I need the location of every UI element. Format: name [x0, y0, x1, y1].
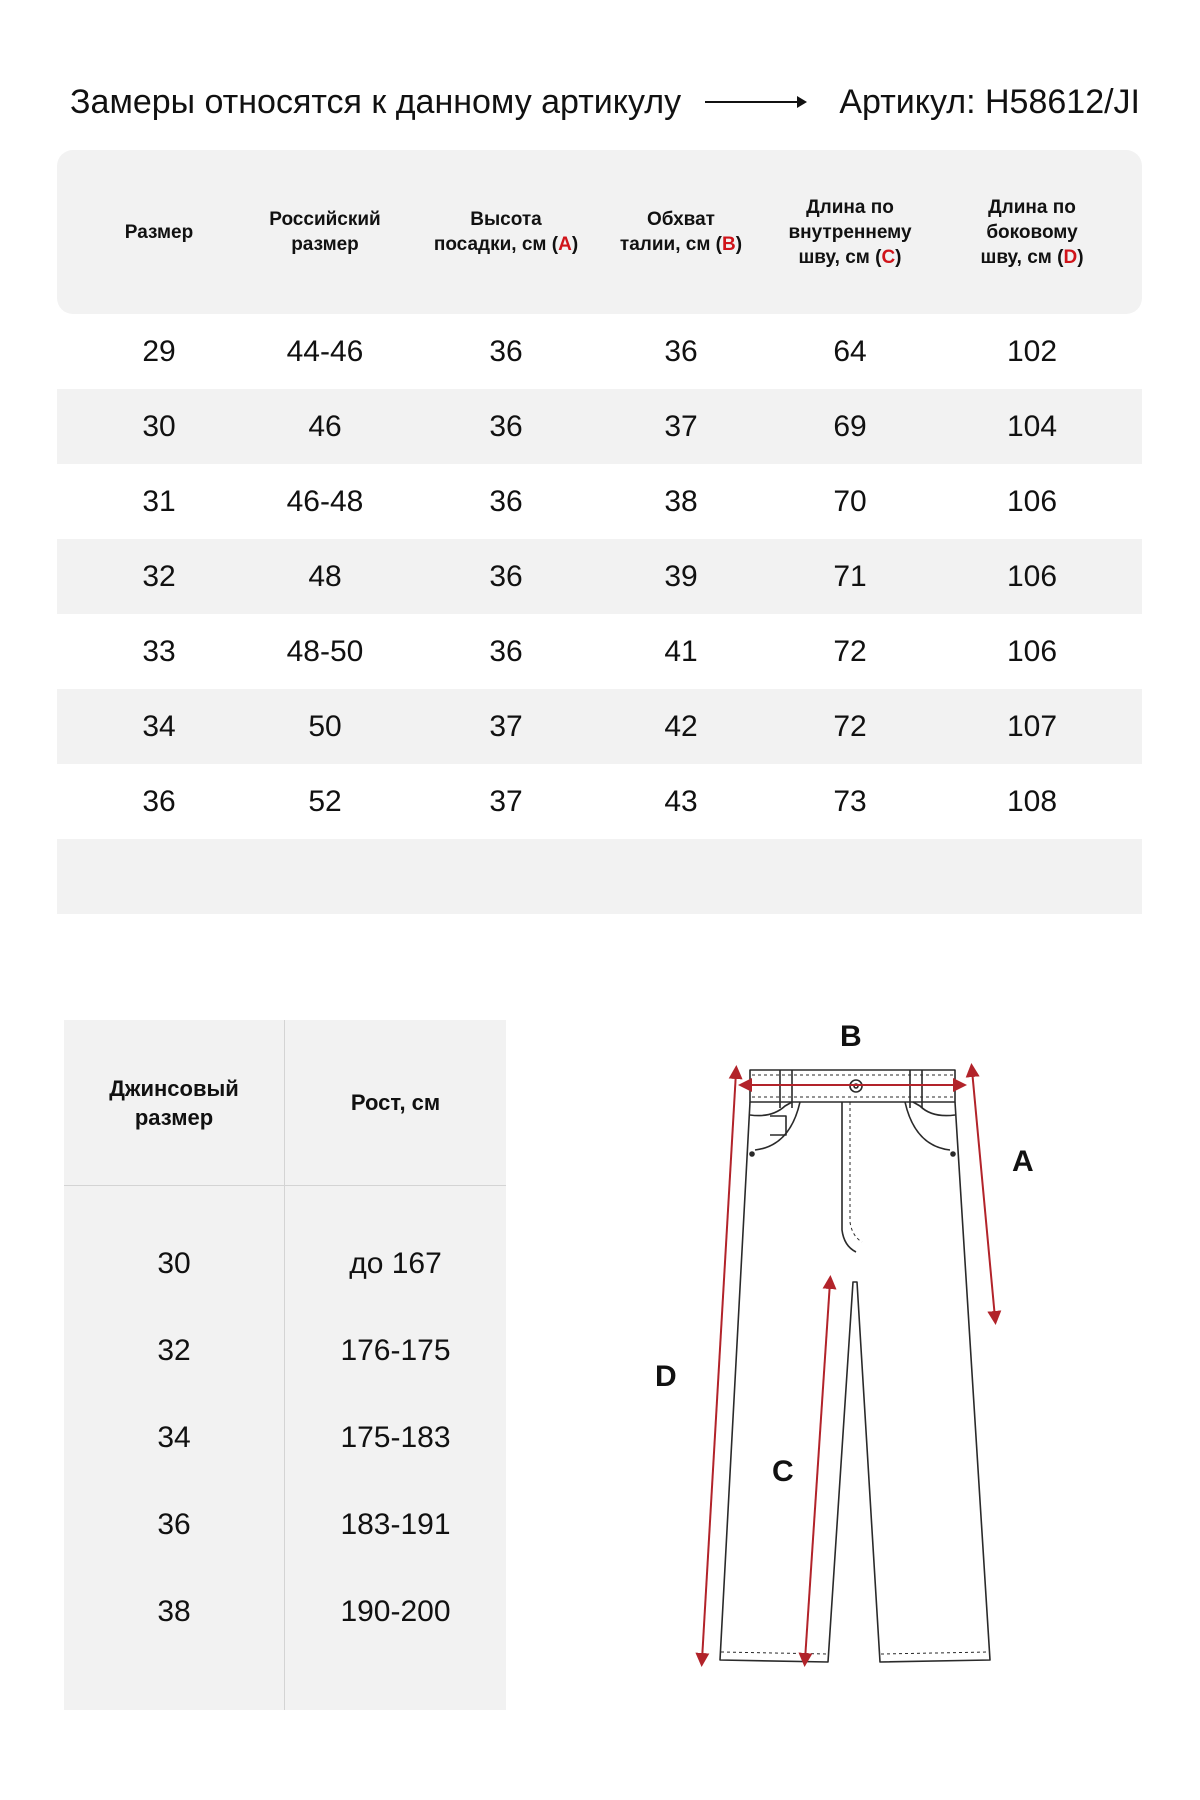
table-cell: 37 [489, 785, 523, 818]
table-row [57, 539, 1142, 614]
table-row [64, 1481, 506, 1568]
table-cell: 72 [833, 635, 867, 668]
table-cell: 37 [489, 710, 523, 743]
table-row [64, 1307, 506, 1394]
table-cell: 106 [1006, 560, 1058, 593]
table-cell: 108 [1006, 785, 1058, 818]
article-number: Артикул: H58612/JI [839, 83, 1140, 121]
jeans-size-cell: 30 [157, 1247, 191, 1280]
jeans-size-cell: 36 [157, 1508, 191, 1541]
size-table-body [57, 314, 1142, 839]
table-cell: 72 [833, 710, 867, 743]
table-row [57, 689, 1142, 764]
table-cell: 64 [833, 335, 867, 368]
measure-letter: D [1063, 246, 1078, 268]
measure-letter: A [558, 234, 572, 255]
size-table [57, 150, 1142, 914]
table-cell: 34 [142, 710, 176, 743]
height-table-header-height: Рост, см [350, 1090, 441, 1115]
table-cell: 36 [489, 635, 523, 668]
header-note: Замеры относятся к данному артикулу [70, 83, 682, 121]
table-cell: 36 [142, 785, 176, 818]
table-cell: 70 [833, 485, 867, 518]
size-table-header [57, 150, 1142, 314]
table-cell: 106 [1006, 485, 1058, 518]
arrow-right-icon [705, 101, 805, 103]
table-cell: 48 [308, 560, 342, 593]
table-cell: 29 [142, 335, 176, 368]
table-cell: 104 [1006, 410, 1058, 443]
table-row [57, 464, 1142, 539]
table-cell: 30 [142, 410, 176, 443]
size-table-header-cell: Обхват талии, см (B) [619, 209, 743, 255]
table-cell: 32 [142, 560, 176, 593]
table-row [57, 614, 1142, 689]
jeans-outline-illustration [620, 1020, 1140, 1720]
table-cell: 31 [142, 485, 176, 518]
height-cell: 175-183 [340, 1421, 451, 1454]
size-table-header-cell: Высота посадки, см (A) [433, 209, 579, 255]
table-row [57, 764, 1142, 839]
table-cell: 39 [664, 560, 698, 593]
table-cell: 52 [308, 785, 342, 818]
height-table-header-size: Джинсовый размер [109, 1075, 239, 1130]
height-cell: 190-200 [340, 1595, 451, 1628]
table-cell: 73 [833, 785, 867, 818]
table-cell: 46-48 [286, 485, 364, 518]
table-cell: 50 [308, 710, 342, 743]
jeans-size-cell: 32 [157, 1334, 191, 1367]
height-table [64, 1020, 506, 1710]
size-table-header-cell: Размер [124, 221, 194, 243]
measure-letter: C [881, 246, 896, 268]
table-cell: 102 [1006, 335, 1058, 368]
height-cell: 176-175 [340, 1334, 451, 1367]
label-a: A [1012, 1145, 1034, 1178]
jeans-size-cell: 34 [157, 1421, 191, 1454]
table-cell: 36 [664, 335, 698, 368]
table-cell: 71 [833, 560, 867, 593]
table-cell: 106 [1006, 635, 1058, 668]
height-cell: 183-191 [340, 1508, 451, 1541]
table-cell: 36 [489, 485, 523, 518]
table-row [57, 389, 1142, 464]
size-table-header-cell: Длина по внутреннему шву, см (C) [788, 196, 912, 268]
header-divider [64, 1185, 506, 1186]
label-b: B [840, 1020, 862, 1053]
table-cell: 107 [1006, 710, 1058, 743]
table-cell: 38 [664, 485, 698, 518]
table-cell: 33 [142, 635, 176, 668]
table-cell: 36 [489, 560, 523, 593]
table-cell: 42 [664, 710, 698, 743]
table-cell: 46 [308, 410, 342, 443]
table-cell: 44-46 [286, 335, 364, 368]
size-table-header-cell: Российский размер [269, 209, 381, 255]
table-row [57, 314, 1142, 389]
table-cell: 36 [489, 335, 523, 368]
size-table-header-cell: Длина по боковому шву, см (D) [980, 196, 1084, 268]
height-cell: до 167 [349, 1247, 442, 1280]
table-cell: 36 [489, 410, 523, 443]
table-cell: 41 [664, 635, 698, 668]
label-d: D [655, 1360, 677, 1393]
header [70, 80, 1140, 124]
measure-letter: B [722, 234, 736, 255]
jeans-size-cell: 38 [157, 1595, 191, 1628]
table-cell: 37 [664, 410, 698, 443]
table-cell: 69 [833, 410, 867, 443]
table-row [64, 1568, 506, 1655]
table-cell: 43 [664, 785, 698, 818]
table-row [64, 1394, 506, 1481]
table-row [64, 1220, 506, 1307]
size-table-empty-row [57, 839, 1142, 914]
table-cell: 48-50 [286, 635, 364, 668]
jeans-measurement-diagram [620, 1020, 1140, 1720]
label-c: C [772, 1455, 794, 1488]
